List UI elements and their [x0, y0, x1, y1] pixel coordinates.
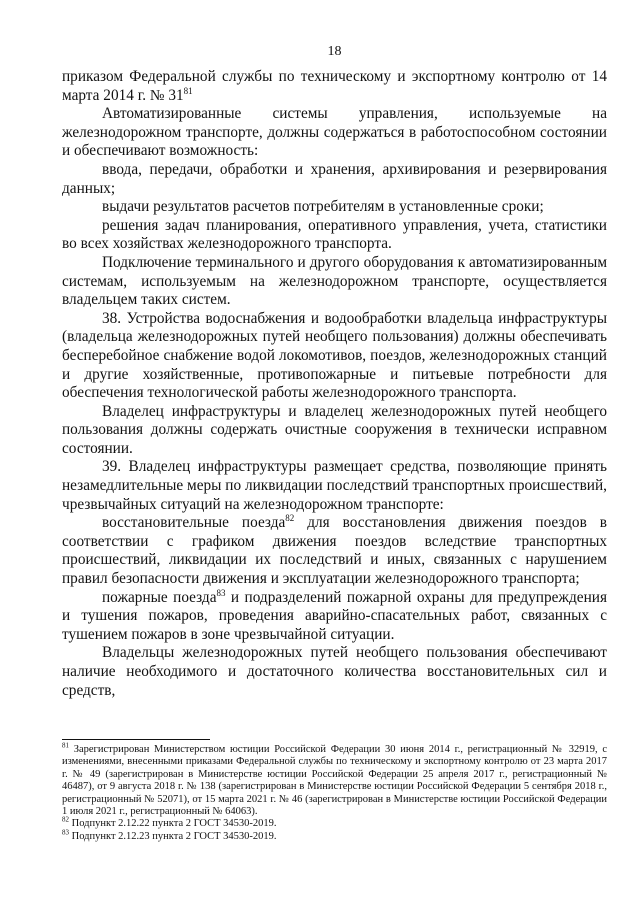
paragraph: выдачи результатов расчетов потребителям в установленные сроки;	[102, 198, 544, 216]
footnote-mark: 83	[62, 828, 69, 837]
paragraph: Владелец инфраструктуры и владелец железнодорожных путей необщего пользования должны содержать очистные сооружения в технически исправном состоянии.	[62, 402, 607, 457]
footnote: $^{83}$ Подпункт 2.12.23 пункта 2 ГОСТ 34530-2019.	[62, 828, 277, 842]
paragraph: Автоматизированные системы управления, используемые на железнодорожном транспорте, должны содержаться в работоспособном состоянии и обеспечивают возможность:	[62, 105, 607, 160]
footnote-mark: 81	[62, 741, 69, 750]
footnote-ref: 83	[216, 587, 226, 598]
footnote-ref: 82	[285, 513, 295, 524]
footnote: $^{82}$ Подпункт 2.12.22 пункта 2 ГОСТ 34530-2019.	[62, 815, 277, 830]
footnotes	[62, 741, 607, 843]
footnote-divider	[62, 739, 210, 740]
footnote: $^{81}$ Зарегистрирован Министерством юстиции Российской Федерации 30 июня 2014 г., регистрационный № 32919, с изменениями, внесенными приказами Федеральной службы по техническому и экспортному контролю от 23 марта 2017 г. № 49 (зарегистрирован в Министерстве юстиции Российской Федерации 25 апреля 2017 г., регистрационный № 46487), от 9 августа 2018 г. № 138 (зарегистрирован в Министерстве юстиции Российской Федерации 5 сентября 2018 г., регистрационный № 52071), от 15 марта 2021 г. № 46 (зарегистрирован в Министерстве юстиции Российской Федерации 1 июля 2021 г., регистрационный № 64063).	[62, 741, 607, 818]
paragraph: ввода, передачи, обработки и хранения, архивирования и резервирования данных;	[62, 160, 607, 197]
paragraph: 38. Устройства водоснабжения и водообработки владельца инфраструктуры (владельца железнодорожных путей необщего пользования) должны обеспечивать бесперебойное снабжение водой локомотивов, поездов, железнодорожных станций и другие хозяйственные, противопожарные и питьевые потребности для обеспечения технологической работы железнодорожного транспорта.	[62, 309, 607, 402]
paragraph: пожарные поезда$^{83}$ и подразделений пожарной охраны для предупреждения и тушения пожаров, проведения аварийно-спасательных работ, связанных с тушением пожаров в зоне чрезвычайной ситуации.	[62, 587, 607, 643]
footnote-ref: 81	[183, 85, 193, 96]
paragraph: решения задач планирования, оперативного управления, учета, статистики во всех хозяйствах железнодорожного транспорта.	[62, 216, 607, 253]
page-number: 18	[327, 44, 342, 59]
paragraph: восстановительные поезда$^{82}$ для восстановления движения поездов в соответствии с графиком движения поездов вследствие транспортных происшествий, ликвидации их последствий и иных, связанных с нарушением правил безопасности движения и эксплуатации железнодорожного транспорта;	[62, 513, 607, 588]
paragraph: Подключение терминального и другого оборудования к автоматизированным системам, используемым на железнодорожном транспорте, осуществляется владельцем таких систем.	[62, 253, 607, 309]
paragraph: приказом Федеральной службы по техническому и экспортному контролю от 14 марта 2014 г. № $31^{81}$	[62, 68, 607, 104]
paragraph: 39. Владелец инфраструктуры размещает средства, позволяющие принять незамедлительные меры по ликвидации последствий транспортных происшествий, чрезвычайных ситуаций на железнодорожном транспорте:	[62, 458, 607, 513]
footnote-mark: 82	[62, 815, 69, 824]
paragraph: Владельцы железнодорожных путей необщего пользования обеспечивают наличие необходимого и достаточного количества восстановительных сил и средств,	[62, 644, 607, 699]
body-text	[62, 68, 607, 700]
